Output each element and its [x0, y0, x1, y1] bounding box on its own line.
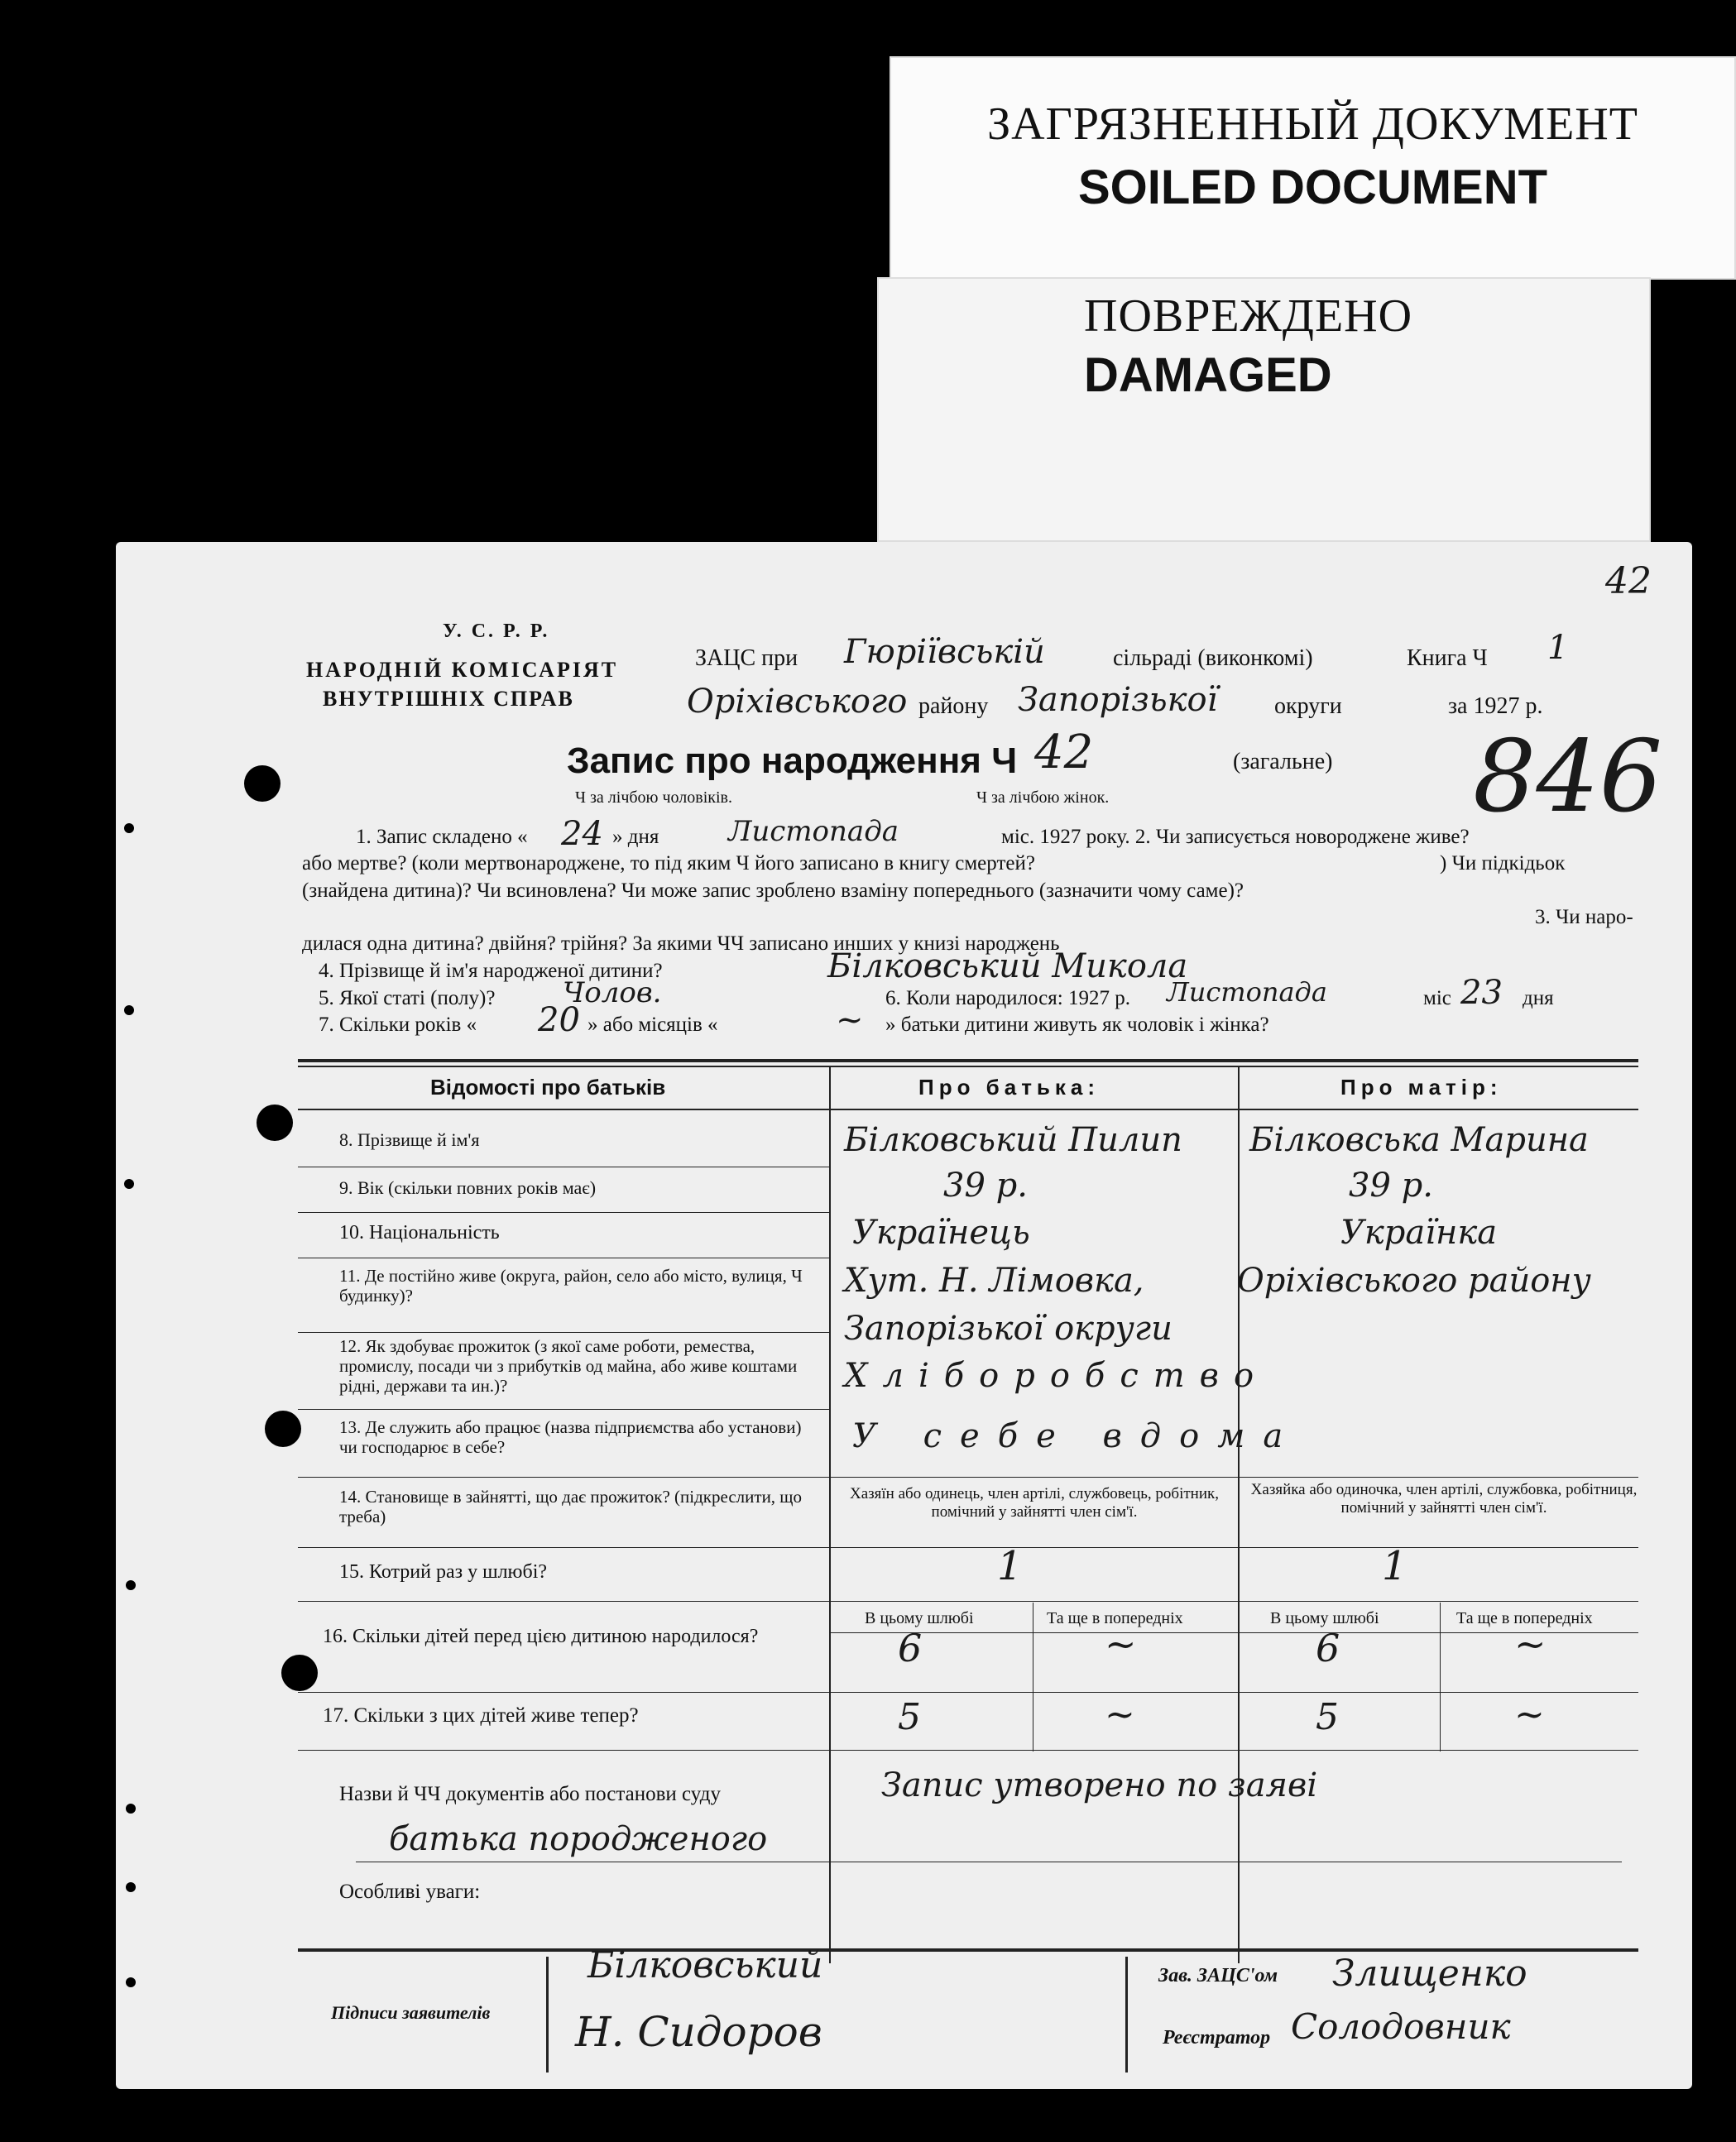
damaged-document-label — [877, 277, 1651, 542]
intro-line-1a: 1. Запис складено « — [356, 826, 528, 848]
soiled-label-en: SOILED DOCUMENT — [1077, 161, 1548, 214]
punch-hole — [265, 1411, 301, 1447]
speck — [126, 1882, 136, 1892]
zags-value: Гюріївській — [844, 633, 1045, 671]
record-date-month: Листопада — [728, 815, 899, 848]
documents-label: Назви й ЧЧ документів або постанови суду — [339, 1783, 721, 1805]
mother-name: Білковська Марина — [1249, 1121, 1589, 1159]
mother-nationality: Українка — [1340, 1214, 1498, 1252]
speck — [124, 823, 134, 833]
row-label: 12. Як здобуває прожиток (з якої саме роботи, ремества, промислу, посади чи з прибутків од майна, або живе коштами рідні, держави та ин.)? — [339, 1336, 798, 1397]
sub-header-previous: Та ще в попередніх — [1047, 1609, 1183, 1627]
sub-header-this-marriage: В цьому шлюбі — [1270, 1609, 1379, 1627]
row-label: 10. Національність — [339, 1222, 500, 1244]
row-divider — [298, 1212, 829, 1213]
marriage-years: 20 — [538, 1001, 580, 1039]
intro-line-2: або мертве? (коли мертвонароджене, то під яким Ч його записано в книгу смертей? — [302, 852, 1035, 875]
title-general: (загальне) — [1233, 749, 1333, 774]
documents-value-2: батька породженого — [389, 1820, 768, 1858]
signature-box-left — [546, 1957, 549, 2073]
corner-note: 42 — [1605, 560, 1652, 602]
row-label: 14. Становище в зайнятті, що дає прожиток? (підкреслити, що треба) — [339, 1487, 802, 1527]
intro-line-4: дилася одна дитина? двійня? трійня? За якими ЧЧ записано инших у книзі народжень — [302, 932, 1060, 955]
row-divider — [298, 1477, 1638, 1478]
zags-head-label: Зав. ЗАЦС'ом — [1158, 1965, 1278, 1986]
row-divider — [298, 1547, 1638, 1548]
intro-line-1c: міс. 1927 року. 2. Чи записується новороджене живе? — [1001, 826, 1470, 848]
father-nationality: Українець — [852, 1214, 1030, 1252]
col-header-mother: Про матір: — [1340, 1075, 1503, 1100]
speck — [124, 1005, 134, 1015]
col-header-parents: Відомості про батьків — [430, 1075, 666, 1100]
intro-line-3: (знайдена дитина)? Чи всиновлена? Чи може запис зроблено взаміну попереднього (зазначити чому саме)? — [302, 879, 1244, 902]
row-label: 9. Вік (скільки повних років має) — [339, 1177, 597, 1198]
speck — [126, 1804, 136, 1814]
notes-label: Особливі уваги: — [339, 1881, 481, 1903]
row-divider — [298, 1409, 829, 1410]
marriage-months: ~ — [836, 1001, 864, 1039]
intro-line-1b: » дня — [612, 826, 659, 848]
child-name: Білковський Микола — [827, 947, 1188, 985]
mother-marriage-count: 1 — [1382, 1543, 1408, 1589]
record-number: 42 — [1034, 726, 1094, 779]
father-residence: Хут. Н. Лімовка, — [844, 1262, 1144, 1300]
row-divider — [298, 1601, 1638, 1602]
book-label: Книга Ч — [1407, 645, 1488, 671]
father-occupation-status: Хазяїн або одинець, член артілі, службовець, робітник, помічний у зайнятті член сім'ї. — [850, 1485, 1219, 1521]
table-col-divider — [1238, 1066, 1240, 1963]
row-divider — [298, 1750, 1638, 1751]
signature-box-right — [1125, 1957, 1128, 2073]
registrar-label: Реєстратор — [1163, 2027, 1271, 2049]
registrar-signature: Солодовник — [1291, 2006, 1511, 2047]
father-children-born-prev: ~ — [1105, 1622, 1137, 1666]
mother-occupation-status: Хазяйка або одиночка, член артілі, службовка, робітниця, помічний у зайнятті член сім'ї. — [1250, 1481, 1638, 1517]
mother-children-born-prev: ~ — [1514, 1622, 1547, 1666]
intro-line-5: 4. Прізвище й ім'я народженої дитини? — [319, 960, 663, 982]
row-divider — [298, 1332, 829, 1333]
intro-line-7b: » або місяців « — [587, 1013, 718, 1036]
table-col-divider — [829, 1066, 831, 1963]
book-value: 1 — [1547, 629, 1569, 667]
table-top-rule — [298, 1059, 1638, 1062]
row-label: 8. Прізвище й ім'я — [339, 1129, 480, 1150]
male-count-label: Ч за лічбою чоловіків. — [575, 788, 732, 807]
row-label-17: 17. Скільки з цих дітей живе тепер? — [323, 1704, 639, 1727]
applicant-signature-2: Н. Сидоров — [575, 2008, 822, 2056]
mother-children-alive-this: 5 — [1316, 1696, 1339, 1738]
sub-header-this-marriage: В цьому шлюбі — [865, 1609, 974, 1627]
intro-line-6d: дня — [1523, 987, 1554, 1009]
father-children-alive-this: 5 — [898, 1696, 921, 1738]
table-top-rule-2 — [298, 1066, 1638, 1067]
sub-header-previous: Та ще в попередніх — [1456, 1609, 1593, 1627]
speck — [126, 1977, 136, 1987]
council-label: сільраді (виконкомі) — [1113, 645, 1313, 671]
birth-day: 23 — [1460, 974, 1503, 1012]
row-label: 11. Де постійно живе (округа, район, село або місто, вулиця, Ч будинку)? — [339, 1266, 803, 1306]
intro-line-7c: » батьки дитини живуть як чоловік і жінка? — [885, 1013, 1269, 1036]
commissariat-line-1: НАРОДНІЙ КОМІСАРІЯТ — [306, 658, 619, 682]
mother-children-alive-prev: ~ — [1514, 1694, 1545, 1736]
father-marriage-count: 1 — [997, 1543, 1023, 1589]
intro-line-3b: 3. Чи наро- — [1535, 906, 1633, 928]
intro-line-6a: 5. Якої статі (полу)? — [319, 987, 496, 1009]
row-divider — [298, 1692, 1638, 1693]
speck — [124, 1179, 134, 1189]
zags-head-signature: Злищенко — [1332, 1953, 1527, 1995]
ussr-header: У. С. Р. Р. — [443, 621, 550, 642]
intro-line-7a: 7. Скільки років « — [319, 1013, 477, 1036]
applicant-signature-1: Білковський — [587, 1944, 823, 1986]
child-sex: Чолов. — [563, 976, 662, 1009]
okrug-label: округи — [1274, 693, 1342, 719]
year-label: за 1927 р. — [1448, 693, 1543, 719]
father-name: Білковський Пилип — [844, 1121, 1182, 1159]
sub-col-divider — [1440, 1603, 1441, 1751]
intro-line-6c: міс — [1423, 987, 1451, 1009]
intro-line-2b: ) Чи підкідьок — [1440, 852, 1566, 875]
intro-line-6b: 6. Коли народилося: 1927 р. — [885, 987, 1130, 1009]
footer-rule — [298, 1948, 1638, 1952]
workplace-value: У себе вдома — [852, 1417, 1302, 1455]
row-label-16: 16. Скільки дітей перед цією дитиною народилося? — [323, 1626, 759, 1647]
punch-hole — [244, 765, 281, 802]
father-livelihood: Запорізької округи — [844, 1310, 1173, 1348]
form-title: Запис про народження Ч — [567, 740, 1018, 781]
okrug-value: Запорізької — [1018, 681, 1218, 719]
district-label: району — [918, 693, 989, 719]
district-value: Оріхівського — [687, 683, 908, 721]
punch-hole — [257, 1105, 293, 1141]
father-age: 39 р. — [943, 1167, 1028, 1205]
female-count-label: Ч за лічбою жінок. — [976, 788, 1110, 807]
commissariat-line-2: ВНУТРІШНІХ СПРАВ — [323, 687, 574, 711]
mother-residence: Оріхівського району — [1237, 1262, 1591, 1300]
col-header-father: Про батька: — [918, 1075, 1101, 1100]
table-header-rule — [298, 1109, 1638, 1110]
damaged-label-ru: ПОВРЕЖДЕНО — [1084, 290, 1413, 342]
mother-age: 39 р. — [1349, 1167, 1433, 1205]
birth-month: Листопада — [1167, 976, 1327, 1008]
birth-record-form — [116, 542, 1692, 2089]
punch-hole — [281, 1655, 318, 1691]
father-children-born-this: 6 — [898, 1626, 923, 1670]
signatures-label: Підписи заявителів — [331, 2002, 491, 2023]
zags-label: ЗАЦС при — [695, 645, 798, 671]
livelihood-value: Хліборобство — [844, 1357, 1269, 1395]
documents-value-1: Запис утворено по заяві — [881, 1766, 1318, 1804]
damaged-label-en: DAMAGED — [1084, 348, 1332, 402]
soiled-document-label — [890, 56, 1736, 280]
row-label: 13. Де служить або працює (назва підприємства або установи) чи господарює в себе? — [339, 1417, 802, 1458]
soiled-label-ru: ЗАГРЯЗНЕННЫЙ ДОКУМЕНТ — [987, 98, 1638, 150]
speck — [126, 1580, 136, 1590]
mother-children-born-this: 6 — [1316, 1626, 1340, 1670]
page-stamp-number: 846 — [1473, 720, 1663, 835]
record-date-day: 24 — [561, 815, 603, 853]
row-label: 15. Котрий раз у шлюбі? — [339, 1561, 548, 1583]
father-children-alive-prev: ~ — [1105, 1694, 1135, 1736]
